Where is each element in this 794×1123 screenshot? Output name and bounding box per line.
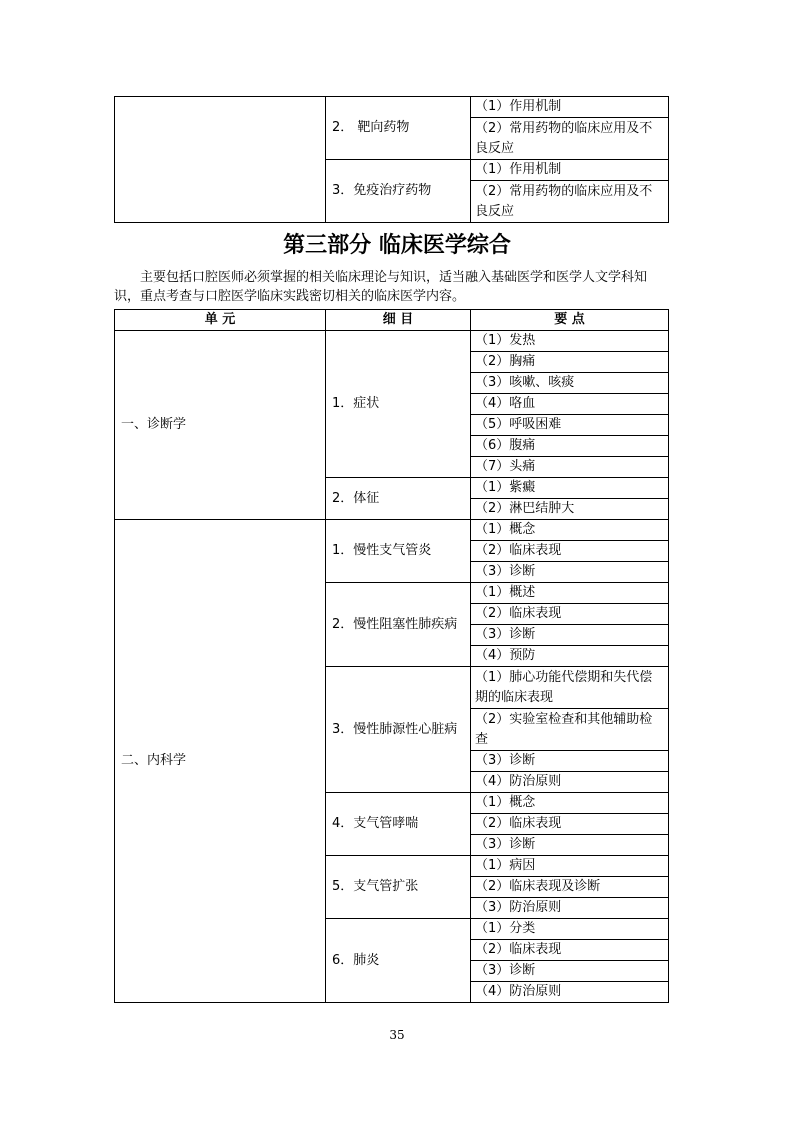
point-cell: （1）作用机制 — [471, 160, 669, 181]
point-cell: （1）肺心功能代偿期和失代偿期的临床表现 — [471, 667, 669, 709]
point-cell: （3）诊断 — [471, 562, 669, 583]
point-cell: （2）临床表现 — [471, 940, 669, 961]
point-cell: （3）诊断 — [471, 751, 669, 772]
intro-paragraph: 主要包括口腔医师必须掌握的相关临床理论与知识，适当融入基础医学和医学人文学科知识，重点考查与口腔医学临床实践密切相关的临床医学内容。 — [114, 270, 648, 304]
subunit-cell: 3．免疫治疗药物 — [326, 160, 471, 223]
point-cell: （3）咳嗽、咳痰 — [471, 373, 669, 394]
point-cell: （2）常用药物的临床应用及不良反应 — [471, 181, 669, 223]
point-cell: （1）分类 — [471, 919, 669, 940]
point-cell: （1）发热 — [471, 331, 669, 352]
point-cell: （2）淋巴结肿大 — [471, 499, 669, 520]
point-cell: （1）紫癜 — [471, 478, 669, 499]
section-title: 第三部分 临床医学综合 — [283, 232, 511, 258]
subunit-cell: 2． 靶向药物 — [326, 97, 471, 160]
point-cell: （3）防治原则 — [471, 898, 669, 919]
point-cell: （2）临床表现 — [471, 814, 669, 835]
subunit-cell: 2．慢性阻塞性肺疾病 — [326, 583, 471, 667]
point-cell: （7）头痛 — [471, 457, 669, 478]
point-cell: （2）临床表现及诊断 — [471, 877, 669, 898]
unit-cell: 一、诊断学 — [115, 331, 326, 520]
continued-table — [114, 96, 669, 223]
table-header-row — [115, 310, 669, 331]
point-cell: （5）呼吸困难 — [471, 415, 669, 436]
subunit-cell: 3．慢性肺源性心脏病 — [326, 667, 471, 793]
point-cell: （2）实验室检查和其他辅助检查 — [471, 709, 669, 751]
page-number: 35 — [389, 1028, 405, 1042]
subunit-cell: 2．体征 — [326, 478, 471, 520]
unit-cell: 二、内科学 — [115, 520, 326, 1003]
subunit-cell: 6．肺炎 — [326, 919, 471, 1003]
column-header: 要 点 — [471, 310, 669, 331]
point-cell: （3）诊断 — [471, 961, 669, 982]
point-cell: （4）防治原则 — [471, 772, 669, 793]
point-cell: （4）防治原则 — [471, 982, 669, 1003]
point-cell: （2）常用药物的临床应用及不良反应 — [471, 118, 669, 160]
table-row — [115, 331, 669, 352]
subunit-cell: 1．症状 — [326, 331, 471, 478]
point-cell: （3）诊断 — [471, 835, 669, 856]
point-cell: （1）概念 — [471, 520, 669, 541]
point-cell: （1）概述 — [471, 583, 669, 604]
point-cell: （2）临床表现 — [471, 541, 669, 562]
column-header: 单 元 — [115, 310, 326, 331]
point-cell: （1）概念 — [471, 793, 669, 814]
point-cell: （4）预防 — [471, 646, 669, 667]
point-cell: （2）胸痛 — [471, 352, 669, 373]
point-cell: （4）咯血 — [471, 394, 669, 415]
syllabus-table — [114, 309, 669, 1003]
table-row — [115, 520, 669, 541]
point-cell: （1）病因 — [471, 856, 669, 877]
point-cell: （6）腹痛 — [471, 436, 669, 457]
point-cell: （3）诊断 — [471, 625, 669, 646]
unit-cell-empty — [115, 97, 326, 223]
point-cell: （2）临床表现 — [471, 604, 669, 625]
subunit-cell: 4．支气管哮喘 — [326, 793, 471, 856]
point-cell: （1）作用机制 — [471, 97, 669, 118]
subunit-cell: 5．支气管扩张 — [326, 856, 471, 919]
subunit-cell: 1．慢性支气管炎 — [326, 520, 471, 583]
column-header: 细 目 — [326, 310, 471, 331]
